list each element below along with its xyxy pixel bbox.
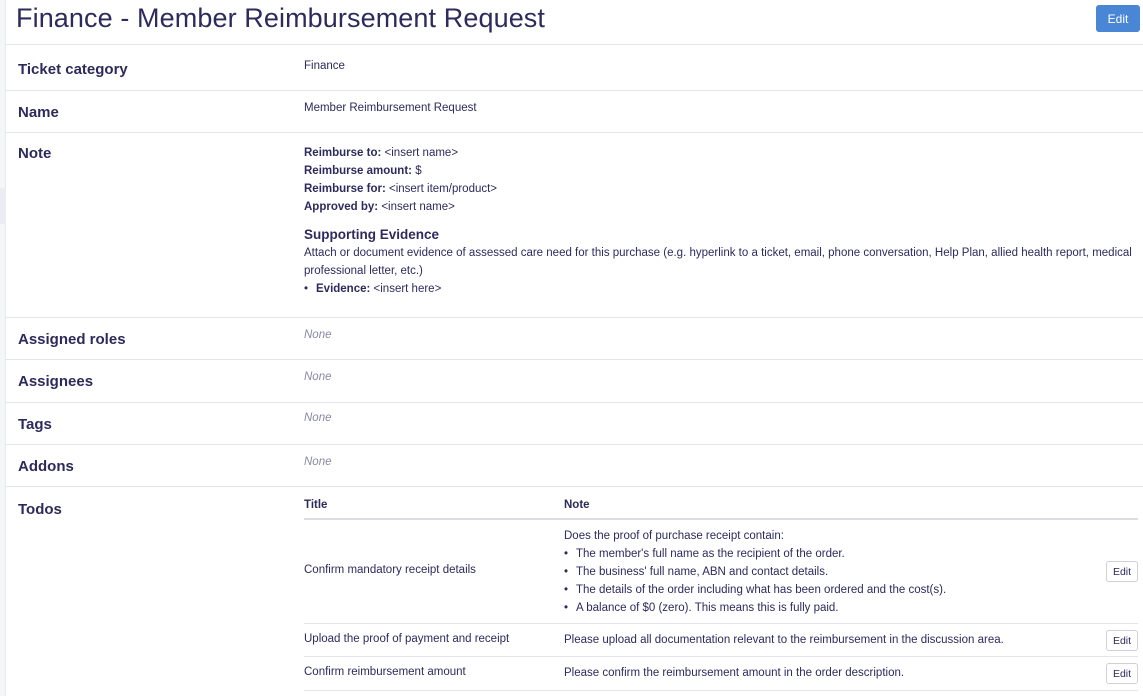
column-header-note: Note [564,499,590,511]
addons-row [6,445,1143,487]
tags-value: None [304,412,332,424]
evidence-value: <insert here> [370,283,442,295]
page-title: Finance - Member Reimbursement Request [16,3,546,33]
note-line-reimburse-for [304,180,1134,198]
note-line-approved-by [304,198,1134,216]
addons-value: None [304,456,332,468]
todo-edit-button[interactable]: Edit [1106,663,1138,684]
evidence-bullet [304,280,1134,298]
note-row [6,133,1143,318]
note-value: $ [412,165,422,177]
evidence-key: Evidence: [316,283,371,295]
note-key: Reimburse for: [304,183,386,195]
todo-note-bullet: • The member's full name as the recipient of the order. [564,545,946,563]
todo-row [304,624,1138,657]
todos-row [6,487,1143,696]
todo-row [304,522,1138,624]
note-line-reimburse-to [304,144,1134,162]
todos-table-header [304,487,1138,520]
todo-note-bullet: • A balance of $0 (zero). This means this is fully paid. [564,599,946,617]
ticket-category-label: Ticket category [18,61,128,78]
ticket-category-value: Finance [304,60,345,72]
note-value: <insert item/product> [385,183,498,195]
todo-title: Upload the proof of payment and receipt [304,633,510,645]
todo-edit-button[interactable]: Edit [1106,561,1138,582]
note-key: Approved by: [304,201,379,213]
assigned-roles-value: None [304,329,332,341]
todo-row [304,657,1138,691]
note-content [304,144,1134,298]
ticket-category-row [6,45,1143,91]
edit-button[interactable]: Edit [1096,5,1140,32]
tags-label: Tags [18,416,52,433]
assigned-roles-label: Assigned roles [18,331,126,348]
todo-title: Confirm reimbursement amount [304,666,466,678]
assignees-value: None [304,371,332,383]
todo-note-intro: Does the proof of purchase receipt contain: [564,530,784,542]
todo-note-bullet: • The business' full name, ABN and contact details. [564,563,946,581]
assignees-label: Assignees [18,373,94,390]
note-key: Reimburse amount: [304,165,412,177]
note-line-reimburse-amount [304,162,1134,180]
name-row [6,91,1143,133]
todo-edit-button[interactable]: Edit [1106,630,1138,651]
todos-label: Todos [18,501,62,518]
name-value: Member Reimbursement Request [304,102,477,114]
addons-label: Addons [18,458,74,475]
todo-title: Confirm mandatory receipt details [304,564,476,576]
note-value: <insert name> [378,201,455,213]
note-value: <insert name> [381,147,459,159]
todo-note [564,527,946,617]
assigned-roles-row [6,318,1143,360]
note-key: Reimburse to: [304,147,382,159]
column-header-title: Title [304,499,328,511]
tags-row [6,403,1143,445]
page-header [6,0,1143,45]
todo-note: Please confirm the reimbursement amount in the order description. [564,667,905,679]
note-label: Note [18,145,52,162]
supporting-evidence-heading: Supporting Evidence [304,227,440,242]
supporting-evidence-text: Attach or document evidence of assessed care need for this purchase (e.g. hyperlink to a ticket, email, phone conversation, Help Plan, allied health report, medical professional letter, etc.) [304,247,1132,277]
todo-note-bullet: • The details of the order including what has been ordered and the cost(s). [564,581,946,599]
todo-note: Please upload all documentation relevant to the reimbursement in the discussion area. [564,634,1004,646]
name-label: Name [18,104,59,121]
assignees-row [6,360,1143,403]
